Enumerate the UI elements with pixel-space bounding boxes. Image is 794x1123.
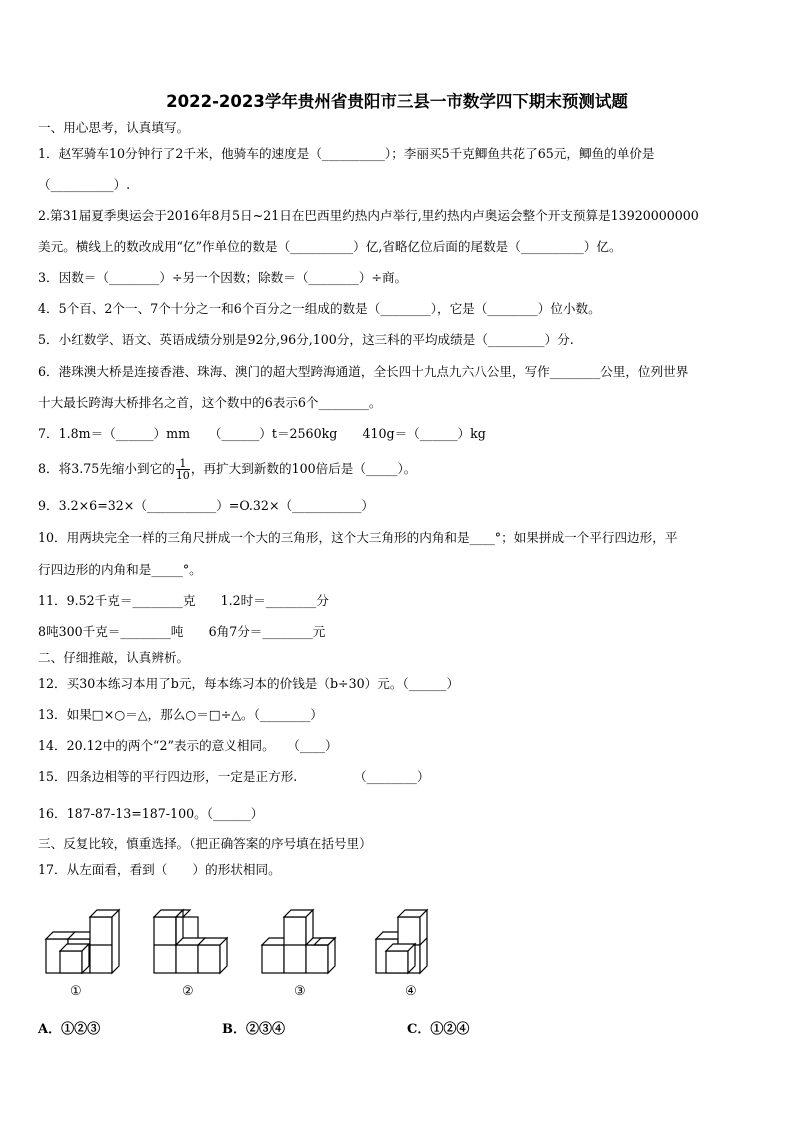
option-b: B．②③④ [222, 1022, 285, 1037]
option-c: C．①②④ [407, 1022, 470, 1037]
fraction-numerator: 1 [176, 458, 190, 470]
section-1-heading: 一、用心思考，认真填写。 [38, 120, 190, 135]
cube-figure-4 [372, 905, 442, 981]
question-4: 4．5个百、2个一、7个十分之一和6个百分之一组成的数是（________），它是（________）位小数。 [38, 301, 601, 316]
figure-label-2: ② [182, 984, 194, 999]
question-1: 1．赵军骑车10分钟行了2千米，他骑车的速度是（__________）；李丽买5千克鲫鱼共花了65元，鲫鱼的单价是 [38, 146, 655, 161]
question-11-cont: 8吨300千克＝________吨 6角7分＝________元 [38, 624, 326, 639]
question-12: 12．买30本练习本用了b元，每本练习本的价钱是（b÷30）元。（______） [38, 676, 460, 691]
question-14: 14．20.12中的两个“2”表示的意义相同。 （____） [38, 738, 338, 753]
question-17: 17．从左面看，看到（ ）的形状相同。 [38, 862, 281, 877]
question-8 [38, 458, 416, 481]
question-13: 13．如果□×○＝△，那么○＝□÷△。（________） [38, 707, 323, 722]
question-2: 2.第31届夏季奥运会于2016年8月5日~21日在巴西里约热内卢举行,里约热内卢奥运会整个开支预算是13920000000 [38, 208, 699, 223]
question-1-cont: （__________）. [38, 177, 131, 192]
section-2-heading: 二、仔细推敲，认真辨析。 [38, 650, 190, 665]
section-3-heading: 三、反复比较，慎重选择。（把正确答案的序号填在括号里） [38, 836, 372, 851]
question-11: 11．9.52千克＝________克 1.2时＝________分 [38, 593, 329, 608]
question-9: 9．3.2×6=32×（___________）=O.32×（___________） [38, 498, 374, 513]
cube-figure-2 [150, 905, 236, 981]
figure-label-3: ③ [294, 984, 306, 999]
figure-label-4: ④ [405, 984, 417, 999]
option-a: A．①②③ [38, 1022, 101, 1037]
cube-figure-3 [258, 905, 344, 981]
figure-label-1: ① [70, 984, 82, 999]
page-title: 2022-2023学年贵州省贵阳市三县一市数学四下期末预测试题 [166, 92, 628, 111]
question-16: 16．187-87-13=187-100。（______） [38, 806, 264, 821]
question-10-cont: 行四边形的内角和是_____°。 [38, 562, 202, 577]
question-6: 6．港珠澳大桥是连接香港、珠海、澳门的超大型跨海通道，全长四十九点九六八公里，写作________公里，位列世界 [38, 364, 689, 379]
question-5: 5．小红数学、语文、英语成绩分别是92分,96分,100分，这三科的平均成绩是（_________）分. [38, 332, 574, 347]
fraction-denominator: 10 [175, 469, 190, 482]
question-15: 15．四条边相等的平行四边形，一定是正方形. （________） [38, 769, 430, 784]
question-2-cont: 美元。横线上的数改成用“亿”作单位的数是（__________）亿,省略亿位后面的尾数是（__________）亿。 [38, 239, 622, 254]
question-10: 10．用两块完全一样的三角尺拼成一个大的三角形，这个大三角形的内角和是____°；如果拼成一个平行四边形，平 [38, 530, 678, 545]
question-8-after: ，再扩大到新数的100倍后是（_____）。 [190, 461, 417, 476]
cube-figure-1 [42, 905, 122, 981]
question-8-before: 8．将3.75先缩小到它的 [38, 461, 175, 476]
question-7: 7．1.8m＝（______）mm （______）t＝2560kg 410g＝（______）kg [38, 426, 486, 441]
question-6-cont: 十大最长跨海大桥排名之首，这个数中的6表示6个________。 [38, 395, 382, 410]
fraction [176, 458, 190, 481]
question-3: 3．因数＝（________）÷另一个因数；除数＝（________）÷商。 [38, 270, 408, 285]
